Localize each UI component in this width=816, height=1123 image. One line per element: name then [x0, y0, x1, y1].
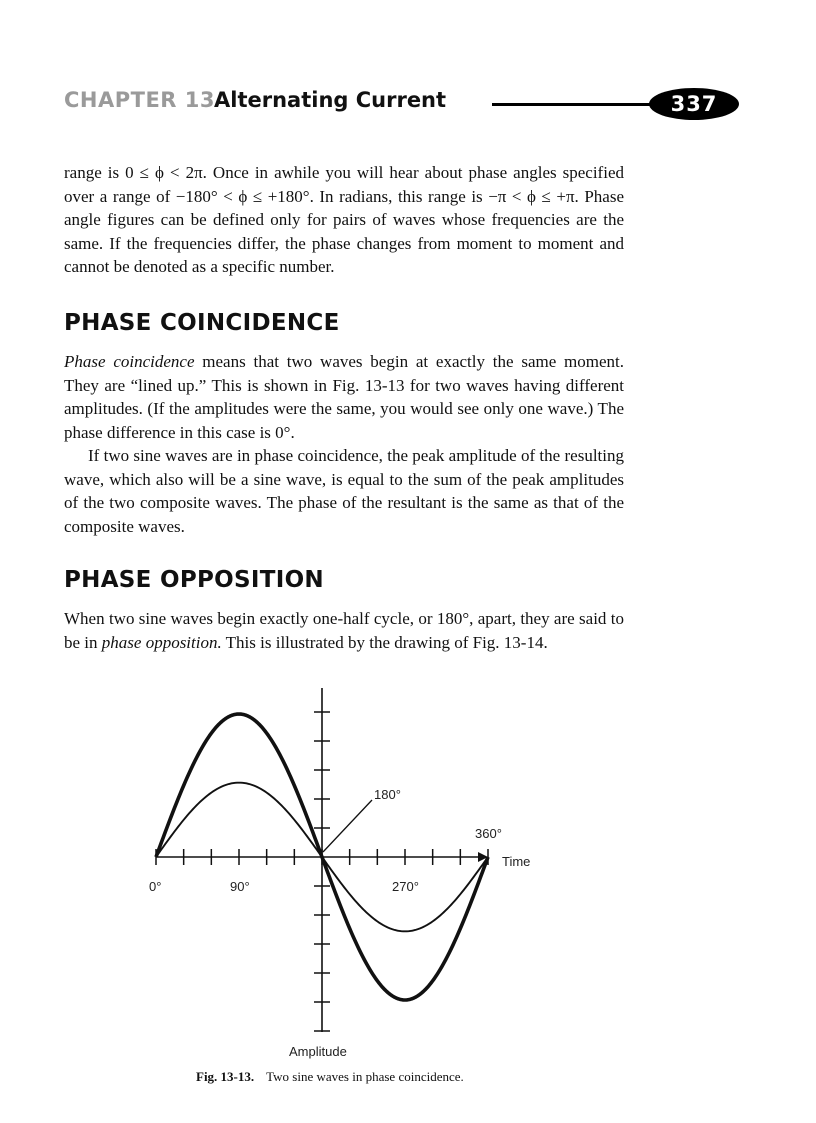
sine-wave-chart	[130, 680, 560, 1065]
intro-paragraph	[64, 161, 624, 279]
caption-label: Fig. 13-13.	[196, 1069, 255, 1084]
chapter-title: Alternating Current	[214, 88, 447, 112]
paragraph: If two sine waves are in phase coincidence, the peak amplitude of the resulting wave, which also will be a sine wave, is equal to the sum of the peak amplitudes of the two composite waves. The phase of the resultant is the same as that of the composite waves.	[64, 446, 624, 536]
section-heading-phase-coincidence: PHASE COINCIDENCE	[64, 310, 340, 336]
figure-caption	[196, 1069, 464, 1085]
label-90-deg: 90°	[230, 879, 250, 894]
section-heading-phase-opposition: PHASE OPPOSITION	[64, 567, 324, 593]
paragraph-text-end: This is illustrated by the drawing of Fig. 13-14.	[221, 632, 548, 652]
label-time: Time	[502, 854, 531, 869]
paragraph	[64, 350, 624, 444]
page-header	[64, 86, 740, 120]
label-180-deg: 180°	[374, 787, 401, 802]
label-360-deg: 360°	[475, 826, 502, 841]
paragraph	[64, 607, 624, 654]
page-number-badge: 337	[649, 88, 739, 120]
paragraph-text: When two sine waves begin exactly one-half cycle, or 180°, apart, they are said to be in	[64, 609, 624, 652]
chapter-number: CHAPTER 13	[64, 88, 216, 112]
section-phase-opposition-body	[64, 607, 624, 654]
caption-text: Two sine waves in phase coincidence.	[266, 1069, 464, 1084]
figure-13-13	[130, 680, 560, 1065]
label-0-deg: 0°	[149, 879, 162, 894]
term-phase-opposition: phase opposition.	[101, 632, 222, 652]
intro-text: range is 0 ≤ ϕ < 2π. Once in awhile you will hear about phase angles specified over a range of −180° < ϕ ≤ +180°. In radians, this range is −π < ϕ ≤ +π. Phase angle figures can be defined only for pairs of waves whose frequencies are the same. If the frequencies differ, the phase changes from moment to moment and cannot be denoted as a specific number.	[64, 163, 624, 276]
annotation-leader-180	[323, 800, 372, 852]
label-amplitude: Amplitude	[289, 1044, 347, 1059]
label-270-deg: 270°	[392, 879, 419, 894]
paragraph-text: means that two waves begin at exactly the same moment. They are “lined up.” This is shown in Fig. 13-13 for two waves having different amplitudes. (If the amplitudes were the same, you would see only one wave.) The phase difference in this case is 0°.	[64, 352, 624, 442]
section-phase-coincidence-body	[64, 350, 624, 538]
term-phase-coincidence: Phase coincidence	[64, 352, 195, 371]
